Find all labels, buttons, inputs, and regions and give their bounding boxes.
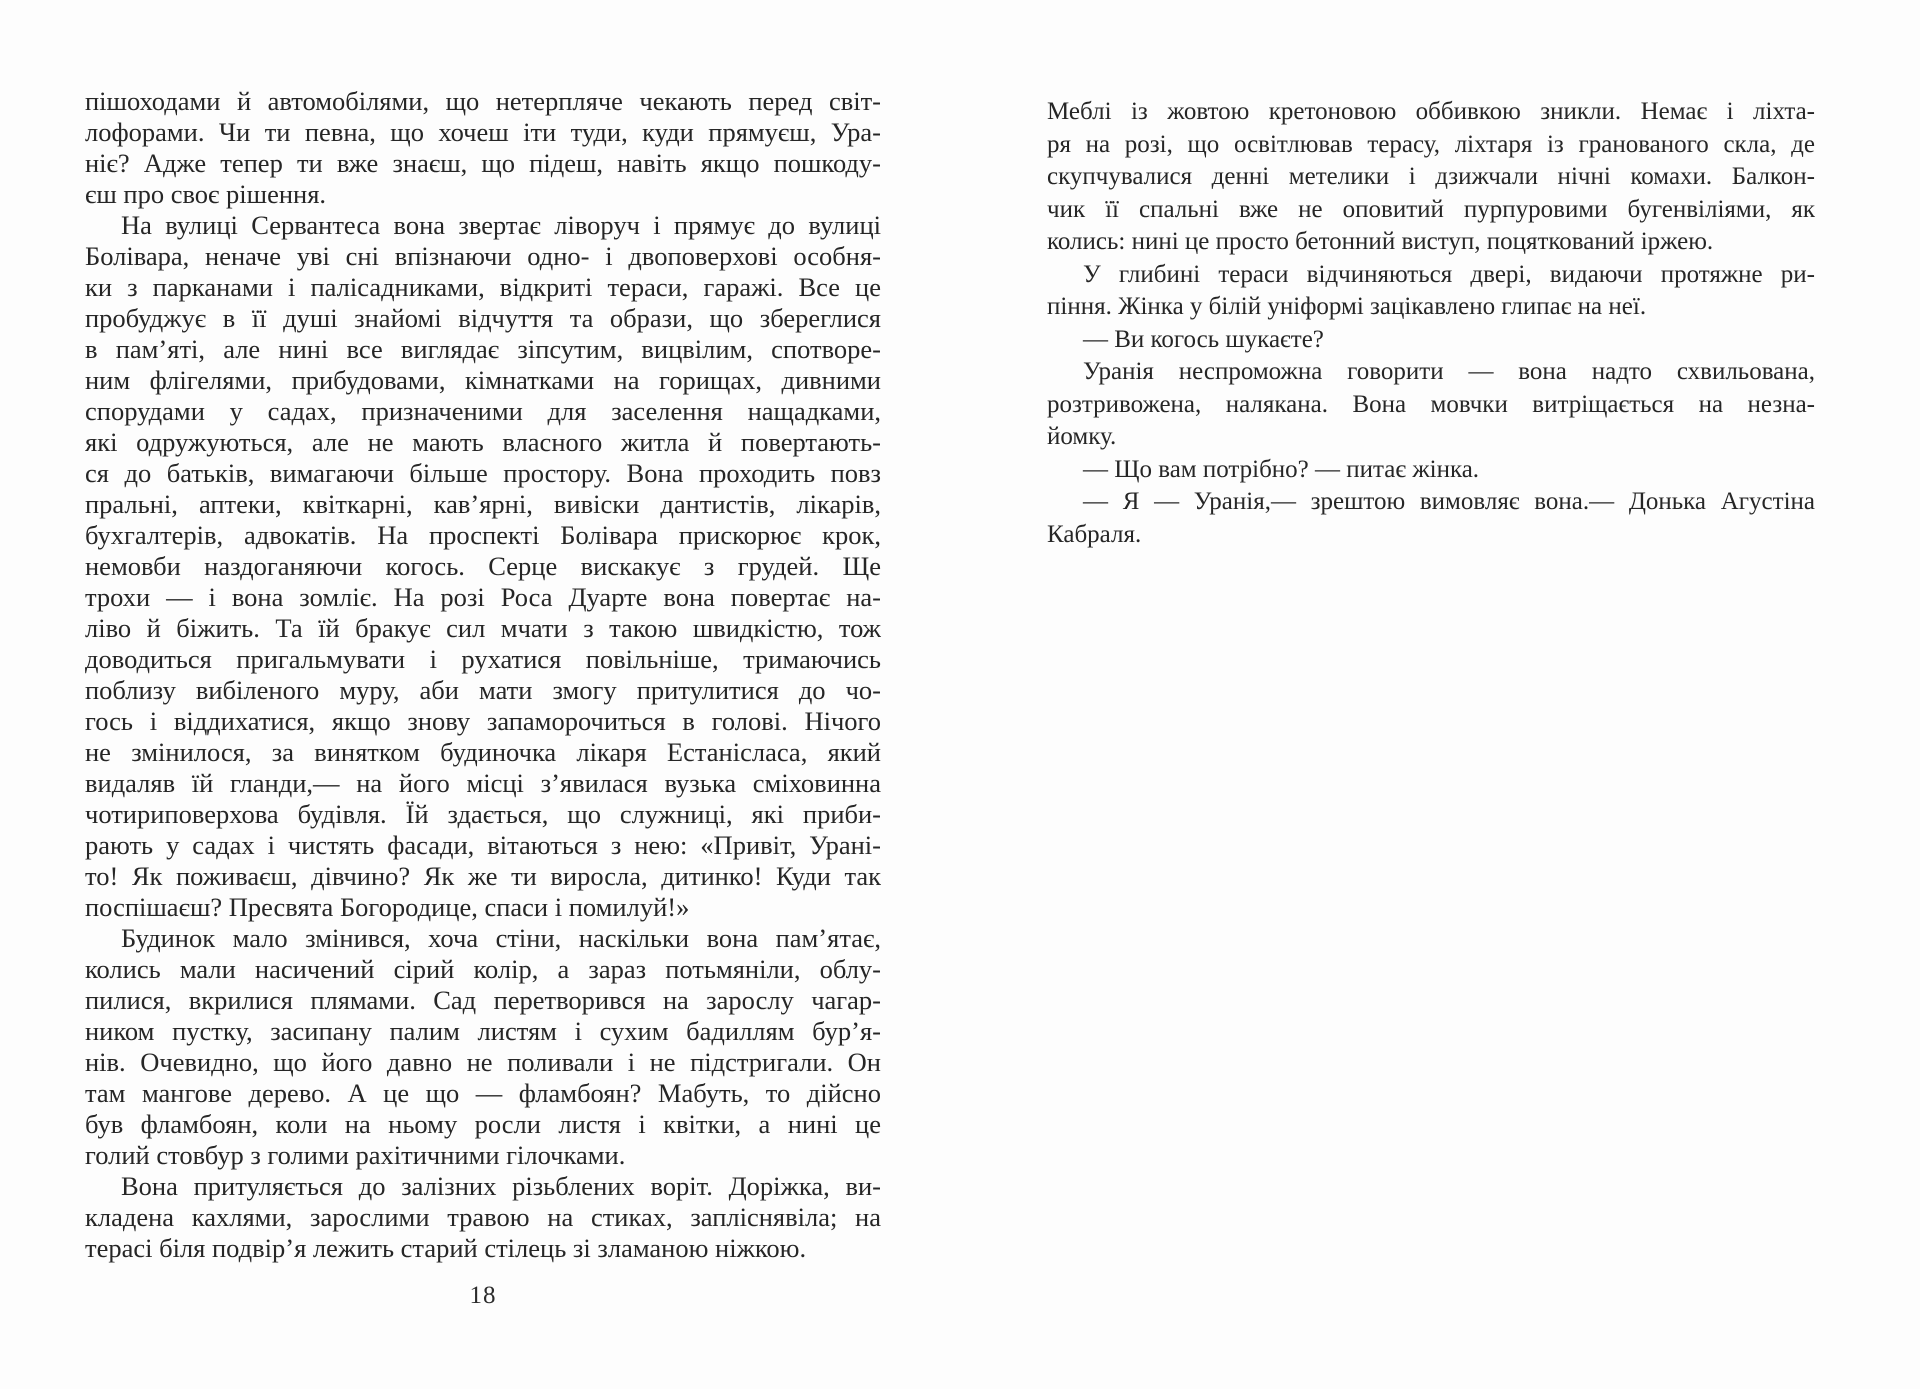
text-line: йомку.: [1047, 423, 1117, 450]
text-line: трохи — і вона зомліє. На розі Роса Дуарте вона повертає на-: [85, 582, 881, 612]
text-line: не змінилося, за винятком будиночка лікаря Естанісласа, який: [85, 737, 881, 767]
text-line: колись: нині це просто бетонний виступ, поцяткований іржею.: [1047, 228, 1714, 255]
left-page-text: [85, 86, 881, 1264]
text-line: ся до батьків, вимагаючи більше простору. Вона проходить повз: [85, 458, 881, 488]
text-line: нів. Очевидно, що його давно не поливали і не підстригали. Он: [85, 1047, 881, 1077]
text-line: спорудами у садах, призначеними для заселення нащадками,: [85, 396, 881, 426]
page-number: 18: [469, 1282, 497, 1309]
text-line: пральні, аптеки, квіткарні, кав’ярні, вивіски дантистів, лікарів,: [85, 489, 881, 519]
text-line: був фламбоян, коли на ньому росли листя і квітки, а нині це: [85, 1109, 881, 1139]
text-line: ним флігелями, прибудовами, кімнатками на горищах, дивними: [85, 365, 881, 395]
text-line: колись мали насичений сірий колір, а зараз потьмяніли, облу-: [85, 954, 881, 984]
text-line: ліво й біжить. Та їй бракує сил мчати з такою швидкістю, тож: [85, 613, 881, 643]
text-line: Будинок мало змінився, хоча стіни, наскільки вона пам’ятає,: [121, 923, 881, 953]
text-line: голий стовбур з голими рахітичними гілочками.: [85, 1140, 626, 1170]
text-line: скупчувалися денні метелики і дзижчали нічні комахи. Балкон-: [1047, 163, 1815, 190]
text-line: — Що вам потрібно? — питає жінка.: [1083, 455, 1480, 483]
text-line: У глибині тераси відчиняються двері, видаючи протяжне ри-: [1083, 260, 1815, 288]
text-line: — Ви когось шукаєте?: [1083, 325, 1324, 353]
right-page-text: [1047, 96, 1815, 551]
text-line: поспішаєш? Пресвята Богородице, спаси і помилуй!»: [85, 892, 690, 922]
text-line: розтривожена, налякана. Вона мовчки витріщається на незна-: [1047, 390, 1815, 418]
text-line: пішоходами й автомобілями, що нетерпляче чекають перед світ-: [85, 86, 881, 116]
text-line: терасі біля подвір’я лежить старий стілець зі зламаною ніжкою.: [85, 1233, 807, 1263]
text-line: бухгалтерів, адвокатів. На проспекті Болівара прискорює крок,: [85, 520, 881, 550]
text-line: На вулиці Сервантеса вона звертає ліворуч і прямує до вулиці: [121, 210, 881, 240]
text-line: видаляв їй гланди,— на його місці з’явилася вузька сміховинна: [85, 768, 881, 798]
text-line: там мангове дерево. А це що — фламбоян? Мабуть, то дійсно: [85, 1078, 881, 1108]
text-line: єш про своє рішення.: [85, 179, 327, 209]
text-line: чотириповерхова будівля. Їй здається, що служниці, які приби-: [85, 799, 881, 829]
text-line: ніє? Адже тепер ти вже знаєш, що підеш, навіть якщо пошкоду-: [85, 148, 881, 178]
text-line: лофорами. Чи ти певна, що хочеш іти туди, куди прямуєш, Ура-: [85, 117, 881, 147]
text-line: в пам’яті, але нині все виглядає зіпсутим, вицвілим, спотворе-: [85, 334, 881, 364]
text-line: гось і віддихатися, якщо знову запаморочиться в голові. Нічого: [85, 706, 881, 736]
text-line: які одружуються, але не мають власного житла й повертають-: [85, 427, 881, 457]
text-line: то! Як поживаєш, дівчино? Як же ти виросла, дитинко! Куди так: [85, 861, 881, 891]
text-line: пилися, вкрилися плямами. Сад перетворився на зарослу чагар-: [85, 985, 881, 1015]
text-line: кладена кахлями, зарослими травою на стиках, запліснявіла; на: [85, 1202, 881, 1232]
text-line: ря на розі, що освітлював терасу, ліхтаря із гранованого скла, де: [1047, 130, 1815, 158]
text-line: Кабраля.: [1047, 520, 1142, 548]
text-line: Уранія неспроможна говорити — вона надто схвильована,: [1083, 358, 1815, 385]
text-line: чик її спальні вже не оповитий пурпуровими бугенвіліями, як: [1047, 195, 1815, 223]
text-line: поблизу вибіленого муру, аби мати змогу притулитися до чо-: [85, 675, 881, 705]
text-line: пробуджує в її душі знайомі відчуття та образи, що збереглися: [85, 303, 881, 333]
text-line: рають у садах і чистять фасади, вітаються з нею: «Привіт, Урані-: [85, 830, 881, 860]
text-line: ки з парканами і палісадниками, відкриті тераси, гаражі. Все це: [85, 272, 881, 302]
text-line: немовби наздоганяючи когось. Серце вискакує з грудей. Ще: [85, 551, 881, 581]
text-line: Меблі із жовтою кретоновою оббивкою зникли. Немає і ліхта-: [1047, 98, 1815, 125]
text-line: піння. Жінка у білій уніформі зацікавлено глипає на неї.: [1047, 293, 1647, 320]
text-line: — Я — Уранія,— зрештою вимовляє вона.— Донька Агустіна: [1083, 488, 1815, 515]
text-line: ником пустку, засипану палим листям і сухим бадиллям бур’я-: [85, 1016, 881, 1046]
text-line: Вона притуляється до залізних різьблених воріт. Доріжка, ви-: [121, 1171, 881, 1201]
text-line: Болівара, неначе уві сні впізнаючи одно- і двоповерхові особня-: [85, 241, 881, 271]
text-line: доводиться пригальмувати і рухатися повільніше, тримаючись: [85, 644, 881, 674]
